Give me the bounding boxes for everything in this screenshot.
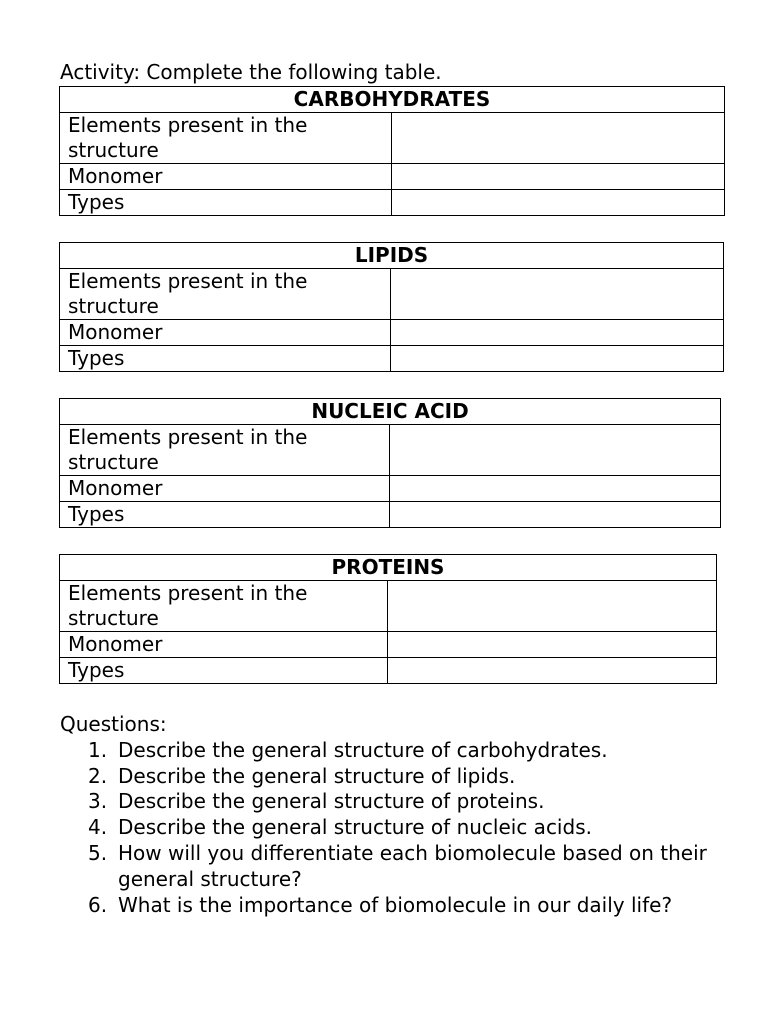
question-number: 4.	[88, 815, 108, 840]
activity-title: Activity: Complete the following table.	[60, 60, 442, 84]
answer-cell-types[interactable]	[391, 346, 724, 372]
question-item	[60, 815, 710, 841]
answer-cell-monomer[interactable]	[392, 164, 725, 190]
question-text: Describe the general structure of nucleic acids.	[118, 815, 592, 840]
answer-cell-types[interactable]	[388, 658, 717, 684]
questions-list	[60, 738, 710, 919]
carbohydrates-table	[59, 86, 725, 216]
answer-cell-elements[interactable]	[390, 425, 721, 476]
question-item	[60, 893, 710, 919]
row-label-types: Types	[60, 502, 390, 528]
question-item	[60, 738, 710, 764]
row-label-monomer: Monomer	[60, 164, 392, 190]
questions-section	[60, 712, 710, 918]
question-text: How will you differentiate each biomolecule based on their general structure?	[118, 840, 707, 891]
answer-cell-types[interactable]	[390, 502, 721, 528]
question-text: Describe the general structure of lipids.	[118, 763, 516, 788]
question-text: Describe the general structure of carbohydrates.	[118, 737, 608, 762]
answer-cell-monomer[interactable]	[390, 476, 721, 502]
question-number: 6.	[88, 892, 108, 917]
proteins-table	[59, 554, 717, 684]
row-label-types: Types	[60, 346, 391, 372]
row-label-elements: Elements present in the structure	[60, 113, 392, 164]
row-label-elements: Elements present in the structure	[60, 581, 388, 632]
answer-cell-types[interactable]	[392, 190, 725, 216]
answer-cell-elements[interactable]	[388, 581, 717, 632]
question-item	[60, 789, 710, 815]
lipids-table	[59, 242, 724, 372]
row-label-monomer: Monomer	[60, 320, 391, 346]
nucleic-acid-table	[59, 398, 721, 528]
row-label-elements: Elements present in the structure	[60, 269, 391, 320]
table-title: CARBOHYDRATES	[60, 87, 725, 113]
table-title: LIPIDS	[60, 243, 724, 269]
answer-cell-elements[interactable]	[391, 269, 724, 320]
row-label-monomer: Monomer	[60, 476, 390, 502]
question-number: 2.	[88, 763, 108, 788]
table-title: NUCLEIC ACID	[60, 399, 721, 425]
questions-heading: Questions:	[60, 712, 167, 736]
question-item	[60, 841, 710, 893]
table-title: PROTEINS	[60, 555, 717, 581]
question-number: 3.	[88, 789, 108, 814]
question-number: 1.	[88, 737, 108, 762]
answer-cell-elements[interactable]	[392, 113, 725, 164]
question-text: Describe the general structure of proteins.	[118, 789, 545, 814]
row-label-types: Types	[60, 190, 392, 216]
answer-cell-monomer[interactable]	[391, 320, 724, 346]
question-number: 5.	[88, 840, 108, 865]
row-label-elements: Elements present in the structure	[60, 425, 390, 476]
row-label-monomer: Monomer	[60, 632, 388, 658]
answer-cell-monomer[interactable]	[388, 632, 717, 658]
question-text: What is the importance of biomolecule in our daily life?	[118, 892, 673, 917]
question-item	[60, 764, 710, 790]
row-label-types: Types	[60, 658, 388, 684]
